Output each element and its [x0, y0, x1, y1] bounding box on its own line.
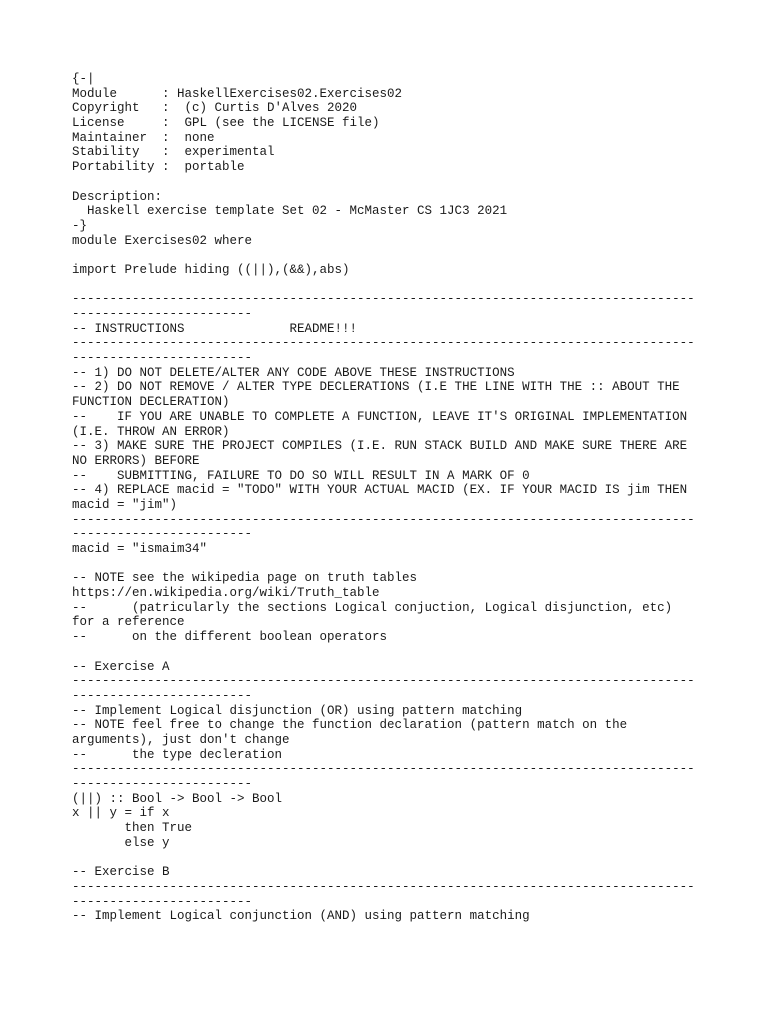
code-line: x || y = if x	[72, 806, 170, 821]
code-line: -- INSTRUCTIONS README!!!	[72, 321, 358, 336]
code-line: -- Exercise A	[72, 659, 170, 674]
code-line: -----------------------------------------------------------------------------------	[72, 512, 695, 527]
code-line: {-|	[72, 72, 95, 86]
code-line: -- NOTE see the wikipedia page on truth tables	[72, 571, 418, 586]
code-line: -- 3) MAKE SURE THE PROJECT COMPILES (I.E. RUN STACK BUILD AND MAKE SURE THERE ARE	[72, 439, 688, 454]
code-line: Haskell exercise template Set 02 - McMaster CS 1JC3 2021	[72, 204, 508, 219]
code-line: -- 2) DO NOT REMOVE / ALTER TYPE DECLERATIONS (I.E THE LINE WITH THE :: ABOUT THE	[72, 380, 680, 395]
code-line: Portability : portable	[72, 160, 245, 175]
code-line	[72, 175, 698, 190]
code-line: Stability : experimental	[72, 145, 275, 160]
code-line: -- on the different boolean operators	[72, 630, 388, 645]
code-line: ------------------------	[72, 307, 253, 321]
code-line: macid = "jim")	[72, 497, 178, 512]
code-line: -- (patricularly the sections Logical conjuction, Logical disjunction, etc)	[72, 600, 673, 615]
code-line: -----------------------------------------------------------------------------------	[72, 336, 695, 351]
code-line: ------------------------	[72, 777, 253, 791]
code-line: Maintainer : none	[72, 130, 215, 145]
code-line: -- SUBMITTING, FAILURE TO DO SO WILL RESULT IN A MARK OF 0	[72, 468, 530, 483]
code-line: else y	[72, 835, 170, 850]
code-line: License : GPL (see the LICENSE file)	[72, 116, 380, 131]
code-line	[72, 557, 698, 572]
code-line: -- Exercise B	[72, 865, 170, 880]
code-line: -- IF YOU ARE UNABLE TO COMPLETE A FUNCTION, LEAVE IT'S ORIGINAL IMPLEMENTATION	[72, 409, 688, 424]
code-line: -- 1) DO NOT DELETE/ALTER ANY CODE ABOVE THESE INSTRUCTIONS	[72, 365, 515, 380]
code-line: -----------------------------------------------------------------------------------	[72, 292, 695, 307]
code-line	[72, 645, 698, 660]
code-line: -- Implement Logical conjunction (AND) using pattern matching	[72, 909, 530, 924]
code-line: https://en.wikipedia.org/wiki/Truth_table	[72, 586, 380, 601]
code-line	[72, 850, 698, 865]
code-line: arguments), just don't change	[72, 732, 290, 747]
code-line: module Exercises02 where	[72, 233, 253, 248]
code-line: -- Implement Logical disjunction (OR) using pattern matching	[72, 703, 523, 718]
code-line: ------------------------	[72, 527, 253, 542]
code-line: -}	[72, 218, 88, 233]
code-line: (||) :: Bool -> Bool -> Bool	[72, 791, 283, 806]
code-line: -- 4) REPLACE macid = "TODO" WITH YOUR ACTUAL MACID (EX. IF YOUR MACID IS jim THEN	[72, 483, 688, 498]
code-line: for a reference	[72, 615, 185, 630]
code-line: (I.E. THROW AN ERROR)	[72, 424, 230, 439]
code-line	[72, 248, 698, 263]
code-line: -----------------------------------------------------------------------------------	[72, 762, 695, 777]
code-line: Copyright : (c) Curtis D'Alves 2020	[72, 101, 358, 116]
code-line: -----------------------------------------------------------------------------------	[72, 879, 695, 894]
code-line: ------------------------	[72, 351, 253, 366]
code-line	[72, 278, 698, 293]
code-line: ------------------------	[72, 688, 253, 703]
code-line: ------------------------	[72, 894, 253, 909]
code-line: macid = "ismaim34"	[72, 542, 208, 556]
document-page	[72, 72, 698, 924]
code-line: Module : HaskellExercises02.Exercises02	[72, 86, 403, 101]
code-line: import Prelude hiding ((||),(&&),abs)	[72, 262, 350, 277]
code-line: -- NOTE feel free to change the function declaration (pattern match on the	[72, 718, 628, 733]
code-line: then True	[72, 821, 193, 836]
code-line: -- the type decleration	[72, 747, 283, 762]
code-line: NO ERRORS) BEFORE	[72, 453, 200, 468]
code-line: Description:	[72, 189, 163, 204]
code-line: FUNCTION DECLERATION)	[72, 395, 230, 410]
code-line: -----------------------------------------------------------------------------------	[72, 674, 695, 689]
